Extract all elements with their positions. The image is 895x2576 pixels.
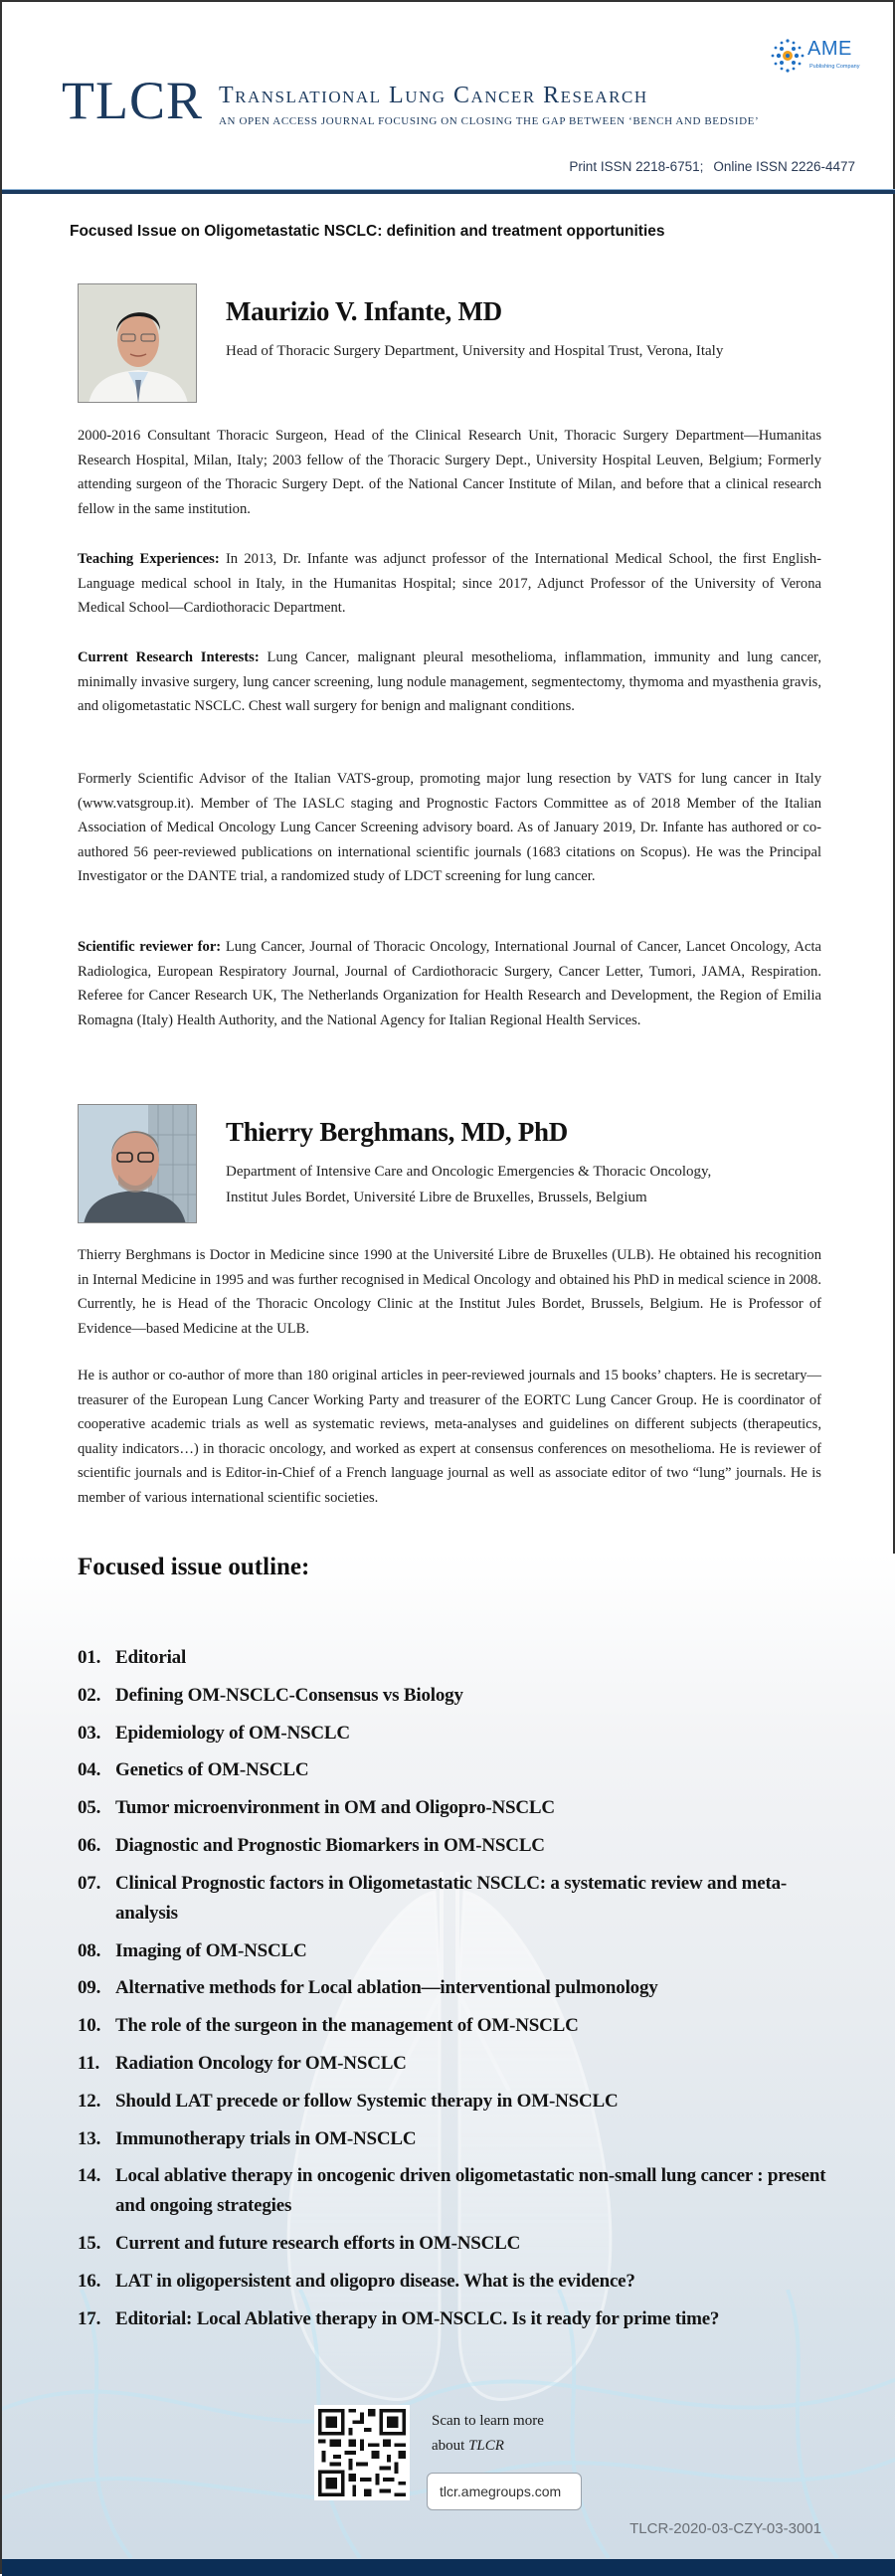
outline-number: 02. xyxy=(78,1684,101,1706)
editor-name: Maurizio V. Infante, MD xyxy=(226,296,502,326)
outline-item xyxy=(78,1869,833,1929)
ame-dots-logo-icon xyxy=(770,38,806,74)
qr-code-icon[interactable] xyxy=(314,2405,410,2500)
editor-photo-berghmans xyxy=(78,1104,197,1223)
affiliation-line: Department of Intensive Care and Oncologic Emergencies & Thoracic Oncology, xyxy=(226,1164,712,1180)
issue-title: Focused Issue on Oligometastatic NSCLC: definition and treatment opportunities xyxy=(70,223,665,240)
outline-title: Epidemiology of OM-NSCLC xyxy=(115,1722,350,1744)
ame-publisher-logo[interactable] xyxy=(770,34,869,78)
editor-affiliation: Head of Thoracic Surgery Department, University and Hospital Trust, Verona, Italy xyxy=(226,343,724,359)
affiliation-line: Institut Jules Bordet, Université Libre de Bruxelles, Brussels, Belgium xyxy=(226,1190,647,1205)
outline-number: 07. xyxy=(78,1872,101,1894)
editor-bio-paragraph: Teaching Experiences: In 2013, Dr. Infante was adjunct professor of the International Medical School, the first English-Language medical school in Italy, in the Humanitas Hospital; since 2017, Adjunct Professor of the University of Verona Medical School—Cardiothoracic Department. xyxy=(78,551,822,616)
outline-title: Current and future research efforts in OM-NSCLC xyxy=(115,2233,521,2255)
footer-bar xyxy=(2,2559,895,2576)
outline-title: Should LAT precede or follow Systemic therapy in OM-NSCLC xyxy=(115,2090,619,2112)
ame-logo-text: AME xyxy=(807,38,852,60)
print-issn: Print ISSN 2218-6751; xyxy=(569,159,704,174)
outline-item xyxy=(78,2124,833,2154)
document-code: TLCR-2020-03-CZY-03-3001 xyxy=(629,2520,821,2537)
portrait-icon xyxy=(79,284,197,403)
outline-heading: Focused issue outline: xyxy=(78,1554,310,1580)
journal-name-italic: TLCR xyxy=(468,2438,504,2454)
journal-abbreviation-logo: TLCR xyxy=(62,71,204,130)
outline-number: 05. xyxy=(78,1797,101,1819)
outline-number: 03. xyxy=(78,1722,101,1744)
outline-item xyxy=(78,2087,833,2116)
editor-bio-paragraph: He is author or co-author of more than 180 original articles in peer-reviewed journals and 15 books’ chapters. He is secretary—treasurer of the European Lung Cancer Working Party and treasurer of the EORTC Lung Cancer Group. He is coordinator of cooperative academic trials as well as systematic reviews, meta-analyses and guidelines on different subjects (therapeutics, quality indicators…) in thoracic oncology, and worked as expert at consensus conferences on mesothelioma. He is reviewer of scientific journals and is Editor-in-Chief of a French language journal as well as associate editor of two “lung” journals. He is member of various international scientific societies. xyxy=(78,1368,821,1506)
outline-item xyxy=(78,2161,833,2221)
outline-number: 01. xyxy=(78,1647,101,1668)
outline-title: Immunotherapy trials in OM-NSCLC xyxy=(115,2127,417,2149)
ame-logo-subtext: Publishing Company xyxy=(809,64,860,70)
outline-item xyxy=(78,1793,833,1823)
outline-item xyxy=(78,1973,833,2003)
outline-item xyxy=(78,1755,833,1785)
outline-title: Imaging of OM-NSCLC xyxy=(115,1939,307,1961)
outline-number: 08. xyxy=(78,1939,101,1961)
outline-item xyxy=(78,2267,833,2297)
outline-title: Local ablative therapy in oncogenic driven oligometastatic non-small lung cancer : present and ongoing strategies xyxy=(115,2165,826,2217)
outline-item xyxy=(78,2229,833,2259)
outline-title: The role of the surgeon in the management of OM-NSCLC xyxy=(115,2015,579,2037)
outline-number: 04. xyxy=(78,1759,101,1781)
outline-title: Defining OM-NSCLC-Consensus vs Biology xyxy=(115,1684,463,1706)
journal-url-link[interactable]: tlcr.amegroups.com xyxy=(427,2473,582,2510)
outline-item xyxy=(78,1936,833,1966)
outline-number: 06. xyxy=(78,1834,101,1856)
outline-number: 14. xyxy=(78,2165,101,2187)
issn-info xyxy=(569,159,855,174)
outline-number: 10. xyxy=(78,2015,101,2037)
journal-subtitle: AN OPEN ACCESS JOURNAL FOCUSING ON CLOSING THE GAP BETWEEN ‘BENCH AND BEDSIDE’ xyxy=(219,115,760,127)
outline-number: 12. xyxy=(78,2090,101,2112)
outline-number: 17. xyxy=(78,2307,101,2329)
outline-title: Editorial xyxy=(115,1647,187,1668)
editor-affiliation xyxy=(226,1159,822,1210)
paragraph-label: Current Research Interests: xyxy=(78,649,260,665)
outline-list xyxy=(78,1643,833,2342)
portrait-icon xyxy=(79,1105,197,1223)
header-divider xyxy=(2,190,895,194)
editor-bio-paragraph: 2000-2016 Consultant Thoracic Surgeon, Head of the Clinical Research Unit, Thoracic Surgery Department—Humanitas Research Hospital, Milan, Italy; 2003 fellow of the Thoracic Surgery Dept., University Hospital Leuven, Belgium; Formerly attending surgeon of the Thoracic Surgery Dept. of the National Cancer Institute of Milan, and before that a clinical research fellow in the same institution. xyxy=(78,428,821,517)
online-issn: Online ISSN 2226-4477 xyxy=(713,159,855,174)
outline-number: 13. xyxy=(78,2127,101,2149)
journal-header xyxy=(2,2,895,191)
outline-title: Clinical Prognostic factors in Oligometastatic NSCLC: a systematic review and meta-analysis xyxy=(115,1872,788,1924)
scan-line-2: about TLCR xyxy=(432,2438,504,2454)
outline-title: Tumor microenvironment in OM and Oligopro-NSCLC xyxy=(115,1797,555,1819)
outline-title: Editorial: Local Ablative therapy in OM-NSCLC. Is it ready for prime time? xyxy=(115,2307,720,2329)
scan-line-1: Scan to learn more xyxy=(432,2413,544,2429)
outline-item xyxy=(78,2011,833,2041)
outline-item xyxy=(78,2049,833,2079)
editor-photo-infante xyxy=(78,283,197,403)
outline-item xyxy=(78,1681,833,1711)
outline-item xyxy=(78,1831,833,1861)
editor-bio-paragraph: Formerly Scientific Advisor of the Italian VATS-group, promoting major lung resection by VATS for lung cancer in Italy (www.vatsgroup.it). Member of The IASLC staging and Prognostic Factors Committee as of 2018 Member of the Italian Association of Medical Oncology Lung Cancer Screening advisory board. As of January 2019, Dr. Infante has authored or co-authored 56 peer-reviewed publications on international scientific journals (1683 citations on Scopus). He was the Principal Investigator or the DANTE trial, a randomized study of LDCT screening for lung cancer. xyxy=(78,771,821,884)
outline-title: LAT in oligopersistent and oligopro disease. What is the evidence? xyxy=(115,2270,635,2292)
outline-number: 11. xyxy=(78,2052,100,2074)
journal-title: Translational Lung Cancer Research xyxy=(219,83,648,108)
outline-number: 16. xyxy=(78,2270,101,2292)
outline-title: Radiation Oncology for OM-NSCLC xyxy=(115,2052,407,2074)
outline-title: Diagnostic and Prognostic Biomarkers in OM-NSCLC xyxy=(115,1834,545,1856)
paragraph-label: Scientific reviewer for: xyxy=(78,939,222,955)
outline-item xyxy=(78,1643,833,1673)
editor-bio-paragraph: Current Research Interests: Lung Cancer, malignant pleural mesothelioma, inflammation, immunity and lung cancer, minimally invasive surgery, lung cancer screening, lung nodule management, segmentectomy, thymoma and myasthenia gravis, and oligometastatic NSCLC. Chest wall surgery for benign and malignant conditions. xyxy=(78,649,821,714)
outline-title: Genetics of OM-NSCLC xyxy=(115,1759,309,1781)
outline-title: Alternative methods for Local ablation—interventional pulmonology xyxy=(115,1977,658,1999)
editor-bio-paragraph: Thierry Berghmans is Doctor in Medicine since 1990 at the Université Libre de Bruxelles (ULB). He obtained his recognition in Internal Medicine in 1995 and was further recognised in Medical Oncology and obtained his PhD in medical science in 2008. Currently, he is Head of the Thoracic Oncology Clinic at the Institut Jules Bordet, Brussels, Belgium. He is Professor of Evidence—based Medicine at the ULB. xyxy=(78,1247,821,1337)
scan-prompt xyxy=(432,2409,544,2459)
paragraph-label: Teaching Experiences: xyxy=(78,551,220,567)
editor-name: Thierry Berghmans, MD, PhD xyxy=(226,1117,568,1147)
outline-item xyxy=(78,2304,833,2334)
editor-bio-paragraph: Scientific reviewer for: Lung Cancer, Journal of Thoracic Oncology, International Journal of Cancer, Lancet Oncology, Acta Radiologica, European Respiratory Journal, Journal of Cardiothoracic Surgery, Cancer Letter, Tumori, JAMA, Respiration. Referee for Cancer Research UK, The Netherlands Organization for Health Research and Development, the Region of Emilia Romagna (Italy) Health Authority, and the National Agency for Italian Regional Health Services. xyxy=(78,939,821,1028)
outline-number: 15. xyxy=(78,2233,101,2255)
outline-item xyxy=(78,1719,833,1748)
outline-number: 09. xyxy=(78,1977,101,1999)
